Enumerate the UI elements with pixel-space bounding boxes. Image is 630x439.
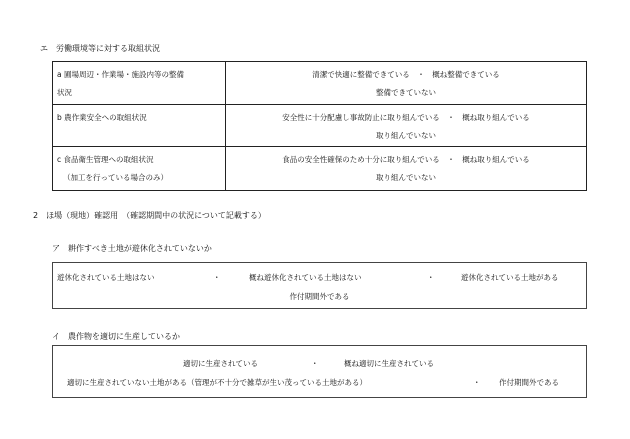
table-row <box>53 105 587 147</box>
table-row <box>53 147 587 191</box>
option-off-season[interactable]: 作付期間外である <box>499 378 559 387</box>
separator-dot: ・ <box>473 378 481 387</box>
row-label: a 圃場周辺・作業場・施設内等の整備 <box>57 70 184 79</box>
row-options-cell <box>226 105 587 147</box>
option-text[interactable]: 食品の安全性確保のため十分に取り組んでいる ・ 概ね取り組んでいる <box>282 155 530 164</box>
section-e-heading: エ 労働環境等に対する取組状況 <box>40 44 160 53</box>
separator-dot: ・ <box>427 273 435 282</box>
row-label-cell <box>53 105 226 147</box>
row-label: 状況 <box>57 87 72 97</box>
option-properly-produced[interactable]: 適切に生産されている <box>183 359 258 368</box>
question-a-heading: ア 耕作すべき土地が遊休化されていないか <box>52 244 212 253</box>
labor-environment-table <box>52 61 587 191</box>
row-options-cell <box>226 147 587 191</box>
row-label-cell <box>53 62 226 105</box>
option-mostly-no-idle-land[interactable]: 概ね遊休化されている土地はない <box>249 273 362 282</box>
option-text[interactable]: 整備できていない <box>376 87 436 97</box>
option-no-idle-land[interactable]: 遊休化されている土地はない <box>57 273 155 282</box>
option-text[interactable]: 安全性に十分配慮し事故防止に取り組んでいる ・ 概ね取り組んでいる <box>282 113 530 122</box>
question-i-box <box>52 345 587 398</box>
section-2-heading: 2 ほ場（現地）確認用 （確認期間中の状況について記載する） <box>33 211 266 220</box>
question-i-heading: イ 農作物を適切に生産しているか <box>52 332 180 341</box>
question-a-box <box>52 262 587 309</box>
option-idle-land-exists[interactable]: 遊休化されている土地がある <box>461 273 559 282</box>
separator-dot: ・ <box>213 273 221 282</box>
row-label: b 農作業安全への取組状況 <box>57 113 147 122</box>
option-improper-land-exists[interactable]: 適切に生産されていない土地がある（管理が不十分で雑草が生い茂っている土地がある） <box>67 378 367 387</box>
row-label-cell <box>53 147 226 191</box>
row-label: （加工を行っている場合のみ） <box>63 172 168 182</box>
option-text[interactable]: 取り組んでいない <box>376 130 436 140</box>
option-off-season[interactable]: 作付期間外である <box>289 292 350 301</box>
option-text[interactable]: 取り組んでいない <box>376 172 436 182</box>
option-mostly-properly-produced[interactable]: 概ね適切に生産されている <box>344 359 434 368</box>
separator-dot: ・ <box>311 359 319 368</box>
table-row <box>53 62 587 105</box>
option-text[interactable]: 清潔で快適に整備できている ・ 概ね整備できている <box>312 70 500 79</box>
row-options-cell <box>226 62 587 105</box>
row-label: c 食品衛生管理への取組状況 <box>57 155 154 164</box>
